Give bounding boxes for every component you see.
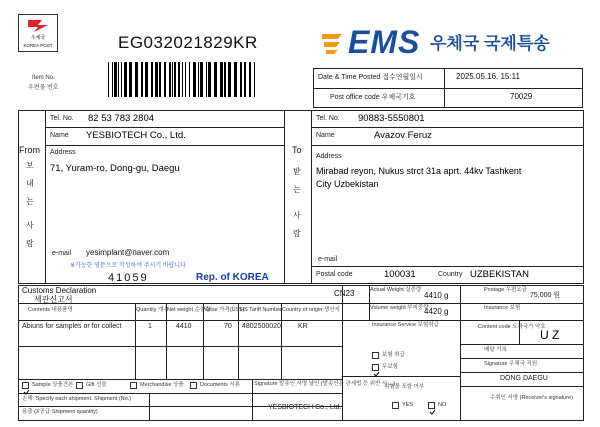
barcode-bar [214,62,217,97]
date-posted-label: Date & Time Posted 접수연월일시 [318,74,423,81]
barcode-bar [145,62,148,97]
ems-brand-text: EMS [348,24,421,60]
insurance-option-no: 무보험 [382,364,398,370]
receiver-side-ko-2: 는 [293,185,301,194]
barcode-bar [200,62,203,97]
column-quantity: Quantity 개수 [136,307,169,313]
sender-side-ko-4: 사 [26,221,34,230]
barcode-bar [224,62,226,97]
receiver-postcode-label: Postal code [316,271,353,278]
receiver-side-ko-3: 사 [293,211,301,220]
category-sample-checkbox[interactable] [22,382,29,389]
prohibited-yes-checkbox[interactable] [392,402,399,409]
receiver-tel-value: 90883-5550801 [358,113,425,124]
tracking-barcode [108,62,258,97]
barcode-bar [121,62,122,97]
receiver-name-value: Avazov Feruz [374,130,432,141]
receiver-signature-label: 수취인 서명 (Receiver's signature) [490,395,573,401]
category-merchandise-checkbox[interactable] [130,382,137,389]
receiver-name-label: Name [316,132,335,139]
sender-side-ko-3: 는 [26,197,34,206]
sender-country-value: Rep. of KOREA [196,272,269,283]
category-gift-label: Gift 선물 [86,382,107,388]
sender-side-ko-1: 보 [26,161,34,170]
content-code-label: Content code 도착국가 약호 [478,324,546,330]
column-origin: Country of origin 생산지 [282,307,340,313]
barcode-bar [185,62,186,97]
barcode-bar [141,62,143,97]
sender-signature-label: Signature 발송인 서명 날인 (발송인은 관세법 등 위반 시 ...) [254,381,396,387]
korea-post-logo [18,14,58,52]
sender-side-ko-5: 람 [26,239,34,248]
sender-email-value: yesimplant@naver.com [86,248,170,257]
post-office-label: Post office code 우체국기호 [330,94,416,101]
receiver-side-ko-4: 람 [293,229,301,238]
insurance-checkbox-yes[interactable] [372,352,379,359]
volume-weight-value: 4420 g [424,307,449,316]
barcode-bar [182,62,183,97]
logo-line-2: KOREA POST [23,43,53,48]
sender-email-label: e-mail [52,250,72,257]
sender-tel-label: Tel. No. [50,115,74,122]
row-quantity: 1 [148,323,152,330]
barcode-bar [220,62,223,97]
delivery-record-label: 배달 기록 [484,347,507,353]
sender-name-value: YESBIOTECH Co., Ltd. [86,130,186,141]
barcode-bar [206,62,207,97]
logo-line-1: 우체국 [30,35,46,41]
receiver-side-ko-1: 받 [293,167,301,176]
receiver-email-label: e-mail [318,256,338,263]
staff-signature-label: Signature 우체국 직원 [484,361,538,367]
insurance-option-yes: 보험 취급 [382,352,405,358]
barcode-bar [240,62,242,97]
barcode-bar [155,62,158,97]
barcode-bar [228,62,231,97]
barcode-bar [189,62,190,97]
column-contents: Contents 내용품명 [28,307,73,313]
category-documents-checkbox[interactable] [190,382,197,389]
sender-notice-text: ※가능한 영문으로 작성하여 주시기 바랍니다 [70,263,187,269]
content-code-value: U Z [540,328,560,342]
ems-wing-icon [320,26,350,56]
barcode-bar [129,62,132,97]
barcode-bar [159,62,161,97]
post-office-value: 70029 [510,92,533,101]
actual-weight-value: 4410 g [424,291,449,300]
column-value: Value 가격(US$) [204,307,245,313]
date-posted-value: 2025.05.16. 15:11 [456,72,520,81]
receiver-tel-label: Tel. No. [316,115,340,122]
category-merchandise-label: Merchandise 상품 [140,382,184,388]
insurance-checkbox-no[interactable] [372,364,379,371]
sender-signature-value: YESBIOTECH Co., Ltd. [268,404,342,411]
barcode-bar [151,62,153,97]
receiver-address-line2: City Uzbekistan [316,179,379,189]
sender-address-label: Address [50,149,76,156]
sender-side-ko-2: 내 [26,179,34,188]
barcode-bar [208,62,211,97]
barcode-bar [169,62,171,97]
check-mark-icon [23,389,30,396]
shipment-instructions-2: 용출 (X공급 Shipment quantity) [22,409,98,415]
barcode-bar [135,62,138,97]
receiver-address-label: Address [316,153,342,160]
column-hs-tariff: HS Tariff Number [240,307,282,313]
category-documents-label: Documents 서류 [200,382,240,388]
volume-weight-label: Volume weight 부피중량 [370,305,429,311]
row-value: 70 [224,323,232,330]
barcode-bar [178,62,180,97]
ems-korean-text: 우체국 국제특송 [430,34,550,53]
prohibited-yes-label: YES [402,402,414,408]
row-hs-tariff: 4802500020 [242,323,281,330]
sender-tel-value: 82 53 783 2804 [88,113,155,124]
barcode-bar [174,62,176,97]
category-sample-label: Sample 상품견본 [32,382,74,388]
row-origin: KR [298,323,308,330]
barcode-bar [234,62,237,97]
prohibited-no-checkbox[interactable] [428,402,435,409]
ems-logo [320,22,580,62]
customs-form-code: CN23 [334,289,355,298]
insurance-label: Insurance 보험 [484,305,521,311]
row-contents: Abiuns for samples or for collect [22,323,122,330]
item-no-label-en: Item No. [32,75,55,81]
barcode-bar [244,62,246,97]
shipment-instructions-1: 손해: Specify each shipment. Shipment (No.) [22,396,132,402]
receiver-country-label: Country [438,271,463,278]
customs-title-en: Customs Declaration [22,286,97,295]
row-net-weight: 4410 [176,323,192,330]
tracking-number-text: EG032021829KR [118,33,258,52]
prohibited-no-label: NO [438,402,447,408]
item-no-label-ko: 우편물 번호 [28,85,59,91]
actual-weight-label: Actual Weight 실중량 [370,287,422,293]
barcode-bar [108,62,109,97]
receiver-postcode-value: 100031 [384,269,416,280]
sender-side-label-en: From [19,145,40,155]
postage-value: 75,000 원 [530,292,561,299]
insurance-service-label: Insurance Service 보험취급 [372,322,439,328]
customs-title-ko: 세관신고서 [34,295,73,304]
receiver-side-label-en: To [292,145,302,155]
column-net-weight: Net weight 순중량 [167,307,211,313]
sender-name-label: Name [50,132,69,139]
sender-address-value: 71, Yuram-ro, Dong-gu, Daegu [50,163,180,174]
barcode-bar [172,62,173,97]
receiver-address-line1: Mirabad reyon, Nukus strct 31a aprt. 44kv Tashkent [316,166,522,176]
barcode-bar [164,62,166,97]
barcode-bar [112,62,113,97]
receiver-country-value: UZBEKISTAN [470,269,529,280]
staff-signature-value: DONG DAEGU [500,375,548,382]
check-mark-icon [373,371,380,378]
barcode-bar [114,62,117,97]
barcode-bar [254,62,255,97]
sender-postcode-value: 41059 [108,272,149,284]
barcode-bar [249,62,251,97]
barcode-bar [193,62,196,97]
barcode-bar [118,62,119,97]
barcode-bar [124,62,127,97]
prohibited-label: 위험물 포함 여부 [384,384,425,390]
barcode-bar [198,62,199,97]
check-mark-icon [429,409,436,416]
korea-post-emblem-icon [20,16,58,34]
category-gift-checkbox[interactable] [76,382,83,389]
postage-label: Postage 우편요금 [484,287,527,293]
